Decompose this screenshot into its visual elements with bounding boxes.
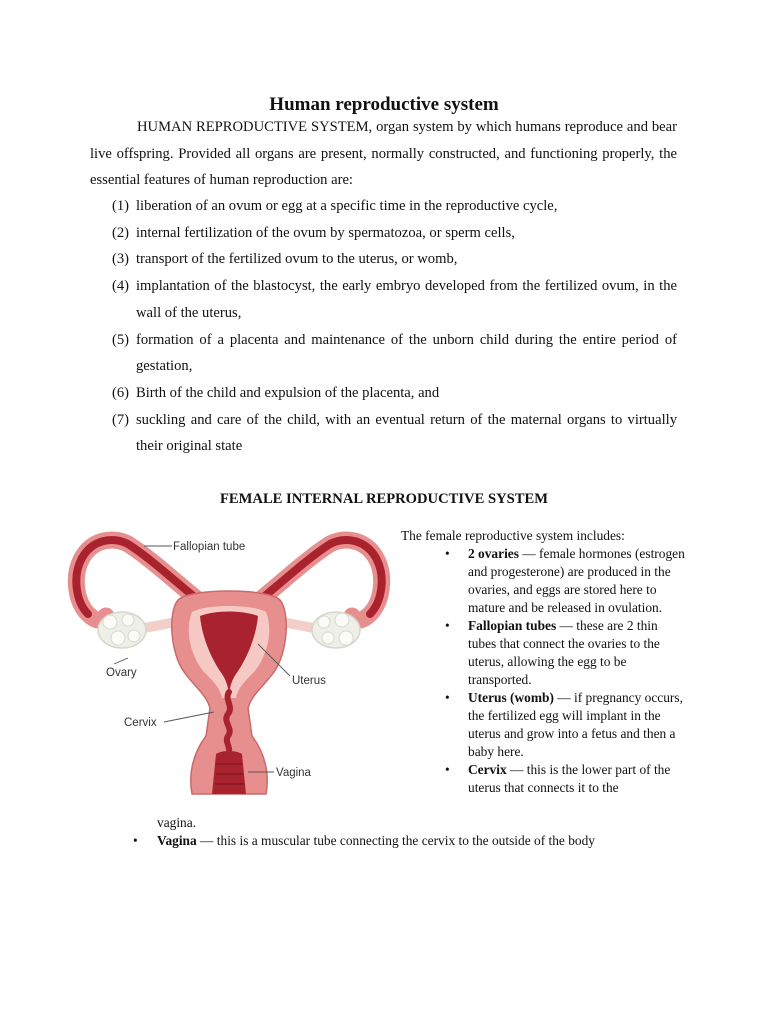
- female-system-lead: The female reproductive system includes:: [401, 528, 625, 543]
- document-page: Human reproductive system HUMAN REPRODUCTIVE SYSTEM, organ system by which humans reproduce and bear live offspring. Provided all organs are present, normally constructed, and functioning properly, the essential features of human reproduction are: (1) liberation of an ovum or egg at a specific time in the reproductive cycle, (2) internal fertilization of the ovum by spermatozoa, or sperm cells, (3) transport of the fertilized ovum to the uterus, or womb, (4) implantation of the blastocyst, the early embryo developed from the fertilized ovum, in the wall of the uterus, (5) formation of a placenta and maintenance of the unborn child during the entire period of gestation, (6) Birth of the child and expulsion of the placenta, and (7) suckling and care of the child, with an eventual return of the maternal organs to virtually their original state FEMALE INTERNAL REPRODUCTIVE SYSTEM Fallopian tube Ovary Uterus Cervix Vagina The female reproductive system includes: • 2 ovaries — female hormones (estrogen and progesterone) are produced in the ovaries, and eggs are stored here to mature and be released in ovulation. • Fallopian tubes — these are 2 thin tubes that connect the ovaries to the uterus, allowing the egg to be transported. • Uterus (womb) — if pregnancy occurs, the fertilized egg will implant in the uterus and grow into a fetus and then a baby here. • Cervix — this is the lower part of the uterus that connects it to the vagina. • Vagina — this is a muscular tube connecting the cervix to the outside of the body: [0, 0, 768, 1024]
- intro-paragraph: HUMAN REPRODUCTIVE SYSTEM, organ system by which humans reproduce and bear live offspring. Provided all organs are present, normally constructed, and functioning properly, the essential features of human reproduction are:: [90, 119, 677, 189]
- female-organs-list: [401, 545, 685, 797]
- left-ovary: [98, 612, 146, 648]
- female-system-description: [401, 527, 685, 797]
- list-item: • Cervix — this is the lower part of the uterus that connects it to the: [445, 762, 671, 795]
- reproduction-features-list: [90, 193, 677, 460]
- right-ovary: [312, 612, 360, 648]
- list-item: (4) implantation of the blastocyst, the early embryo developed from the fertilized ovum, in the wall of the uterus,: [112, 278, 677, 321]
- list-item: (1) liberation of an ovum or egg at a specific time in the reproductive cycle,: [112, 198, 558, 214]
- label-cervix: Cervix: [124, 717, 157, 729]
- list-item: (7) suckling and care of the child, with an eventual return of the maternal organs to virtually their original state: [112, 411, 677, 455]
- cervical-canal: [226, 692, 230, 754]
- vaginal-canal: [212, 751, 246, 794]
- page-title: Human reproductive system: [269, 94, 499, 115]
- list-item: • Uterus (womb) — if pregnancy occurs, the fertilized egg will implant in the uterus and grow into a fetus and then a baby here.: [445, 690, 683, 759]
- cervix-text-continuation: vagina.: [157, 815, 197, 830]
- list-item: (3) transport of the fertilized ovum to the uterus, or womb,: [112, 251, 458, 268]
- list-item: • 2 ovaries — female hormones (estrogen and progesterone) are produced in the ovaries, and eggs are stored here to mature and be released in ovulation.: [445, 546, 685, 615]
- label-ovary: Ovary: [106, 667, 137, 679]
- list-item: (6) Birth of the child and expulsion of the placenta, and: [112, 384, 440, 401]
- uterus-illustration: [66, 522, 392, 812]
- label-vagina: Vagina: [276, 767, 311, 779]
- section-heading: FEMALE INTERNAL REPRODUCTIVE SYSTEM: [219, 491, 548, 507]
- list-item: (5) formation of a placenta and maintenance of the unborn child during the entire period of gestation,: [112, 331, 677, 375]
- label-fallopian-tube: Fallopian tube: [173, 541, 246, 553]
- anatomy-figure: [66, 522, 392, 812]
- list-item: • Fallopian tubes — these are 2 thin tubes that connect the ovaries to the uterus, allowing the egg to be transported.: [445, 618, 660, 687]
- label-uterus: Uterus: [292, 675, 326, 687]
- list-item: (2) internal fertilization of the ovum by spermatozoa, or sperm cells,: [112, 224, 515, 241]
